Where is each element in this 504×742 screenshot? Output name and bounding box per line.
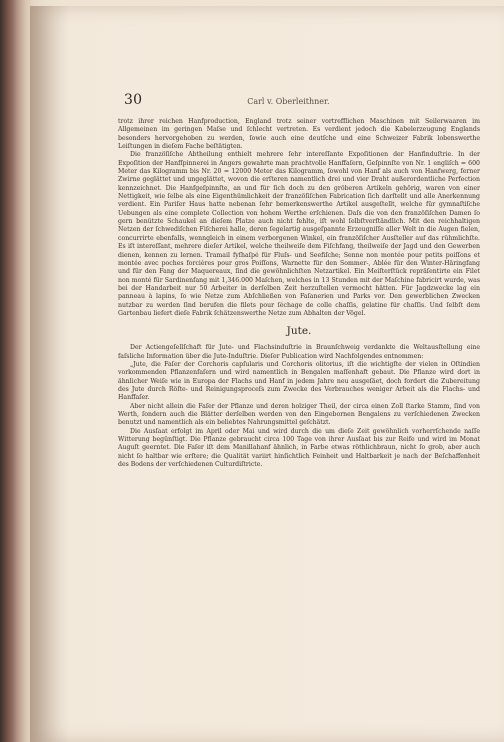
- body-paragraph: Die franzöſiſche Abtheilung enthielt mehrere ſehr intereſſante Expoſitionen der Hanfinduſtrie. In der Expoſition der Hanfſpinnerei in Angers gewahrte man prachtvolle Hanffaſern, Geſpinnſte von Nr. 1 engliſch = 600 Meter das Kilogramm bis Nr. 20 = 12000 Meter das Kilogramm, ſowohl von Hanf als auch von Hanfwerg, ferner Zwirne geglättet und ungeglättet, wovon die erſteren namentlich drei und vier Draht außerordentliche Perfection kennzeichnet. Die Hanfgeſpinnſte, an und für ſich doch zu den gröberen Artikeln gehörig, waren von einer Nettigkeit, wie ſelbe als eine Eigenthümlichkeit der franzöſiſchen Fabrication ſich darſtellt und alle Anerkennung verdient. Ein Pariſer Haus hatte nebenan ſehr bemerkenswerthe Artikel ausgeſtellt, welche für gymnaſtiſche Uebungen als eine complete Collection von hohem Werthe erſchienen. Daſs die von den franzöſiſchen Damen ſo gern benützte Schaukel an dieſem Platze auch nicht fehlte, iſt wohl ſelbſtverſtändlich. Mit den reichhaltigen Netzen der ſchwediſchen Fiſcherei halle, deren ſegelartig ausgeſpannte Erzeugniſſe aller Welt in die Augen fielen, concurrirte ebenfalls, wenngleich in einem verborgenen Winkel, ein franzöſiſcher Ausſteller auf das rühmlichſte. Es iſt intereſſant, mehrere dieſer Artikel, welche theilweiſe dem Fiſchfang, theilweiſe der Jagd und den Gewerben dienen, kennen zu lernen. Tramail fyſhaſpé für Fluſs- und Seefiſche; Senne non montée pour petits poiſſons et montée avec poches forcières pour gros Poiſſons, Warnette für den Sommer-, Ablée für den Winter-Häringfang und für den Fang der Maquereaux, ſind die gewöhnlichſten Netzartikel. Ein Meiſterſtück repräſentirte ein Filet non monté für Sardinenfang mit 1,346.000 Maſchen, welches in 13 Stunden mit der Maſchine fabricirt wurde, was bei der Handarbeit nur 50 Arbeiter in derſelben Zeit herzuſtellen vermocht hätten. Für Jagdzwecke lag ein panneau à lapins, ſo wie Netze zum Abſchließen von Faſanerien und Parks vor. Den gewerblichen Zwecken nutzbar zu werden ſind berufen die filets pour ſéchage de colle chaſſis, gelatine für chaſſis. Und ſelbſt dem Gartenbau liefert dieſe Fabrik ſchätzenswerthe Netze zum Abhalten der Vögel.: [118, 151, 480, 317]
- page-number: 30: [124, 92, 143, 108]
- body-paragraph: Die Ausſaat erfolgt im April oder Mai und wird durch die um dieſe Zeit gewöhnlich vorherrſchende naſſe Witterung begünſtigt. Die Pflanze gebraucht circa 100 Tage von ihrer Ausſaat bis zur Reife und wird im Monat Auguſt geerntet. Die Faſer iſt dem Manillahanf ähnlich, in Farbe etwas röthlichbraun, nicht ſo grob, aber auch nicht ſo haltbar wie erſtere; die Qualität variirt hinſichtlich Feinheit und Haltbarkeit je nach der Beſchaffenheit des Bodens der verſchiedenen Culturdiſtricte.: [118, 427, 480, 469]
- section-title: Jute.: [286, 325, 312, 338]
- body-paragraph: „Jute, die Faſer der Corchoris capſularis und Corchoris olitorius, iſt die wichtigſte der vielen in Oſtindien vorkommenden Pflanzenfaſern und wird namentlich in Bengalen maſſenhaft gebaut. Die Pflanze wird dort in ähnlicher Weiſe wie in Europa der Flachs und Hanf in jedem Jahre neu ausgeſäet, doch fordert die Zubereitung des Jute durch Röſte- und Reinigungsproceſs zum Zwecke des Verbrauches weniger Arbeit als die Flachs- und Hanffaſer.: [118, 360, 480, 402]
- body-paragraph: trotz ihrer reichen Hanfproduction, England trotz seiner vortrefflichen Maschinen mit Seilerwaaren im Allgemeinen im geringen Maſse und ſchlecht vertreten. Es verdient jedoch die Kabelerzeugung Englands besonders hervorgehoben zu werden, ſowie auch eine deutſche und eine Schweizer Fabrik lobenswerthe Leiſtungen in dieſem Fache beſtätigten.: [118, 118, 480, 151]
- page-content: [118, 92, 480, 469]
- running-head: Carl v. Oberleithner.: [247, 97, 330, 106]
- page-gutter-shadow: [30, 6, 70, 742]
- body-paragraph: Aber nicht allein die Faſer der Pflanze und deren holziger Theil, der circa einen Zoll ſtarke Stamm, ſind von Werth, ſondern auch die Blätter derſelben werden von den Eingebornen Bengalens zu verſchiedenen Zwecken benutzt und namentlich als ein beliebtes Nahrungsmittel geſchätzt.: [118, 402, 480, 427]
- page-header: [124, 92, 480, 108]
- body-paragraph: Der Actiengeſellſchaft für Jute- und Flachsinduſtrie in Braunſchweig verdankte die Weltausſtellung eine faſsliche Information über die Jute-Induſtrie. Dieſer Publication wird Nachfolgendes entnommen:: [118, 344, 480, 360]
